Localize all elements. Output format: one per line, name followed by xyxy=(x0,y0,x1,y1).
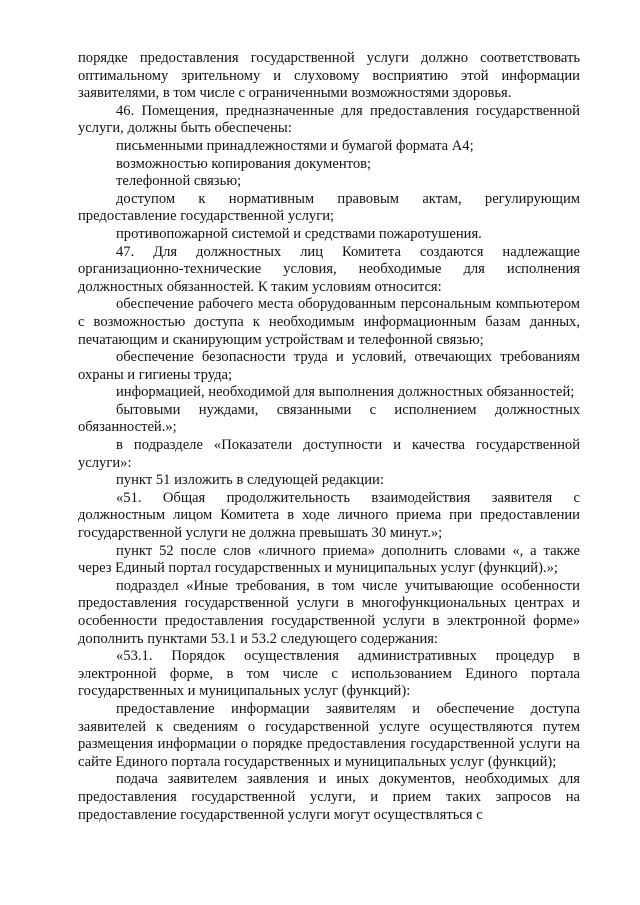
paragraph-subsection-other-requirements: подраздел «Иные требования, в том числе учитывающие особенности предоставления государственной услуги в многофункциональных центрах и особенности предоставления государственной услуги в электронной форме» дополнить пунктами 53.1 и 53.2 следующего содержания: xyxy=(78,577,580,647)
list-item-stationery: письменными принадлежностями и бумагой формата А4; xyxy=(116,137,474,154)
list-item-legal-acts: доступом к нормативным правовым актам, регулирующим предоставление государственной услуги; xyxy=(78,190,580,225)
list-item-phone: телефонной связью; xyxy=(116,173,242,190)
paragraph-continuation: порядке предоставления государственной услуги должно соответствовать оптимальному зрительному и слуховому восприятию этой информации заявителями, в том числе с ограниченными возможностями здоровья. xyxy=(78,50,580,102)
list-item-application-submission: подача заявителем заявления и иных документов, необходимых для предоставления государственной услуги, и прием таких запросов на предоставление государственной услуги могут осуществляться с xyxy=(78,771,580,823)
list-item-workplace: обеспечение рабочего места оборудованным персональным компьютером с возможностью доступа к необходимым информационным базам данных, печатающим и сканирующим устройствам и телефонной связью; xyxy=(78,296,580,348)
paragraph-item-53-1: «53.1. Порядок осуществления административных процедур в электронной форме, в том числе с использованием Единого портала государственных и муниципальных услуг (функций): xyxy=(78,648,580,700)
list-item-fire-safety: противопожарной системой и средствами пожаротушения. xyxy=(116,225,482,242)
paragraph-item-51-intro: пункт 51 изложить в следующей редакции: xyxy=(116,472,384,489)
document-page xyxy=(78,50,580,824)
paragraph-item-46: 46. Помещения, предназначенные для предоставления государственной услуги, должны быть обеспечены: xyxy=(78,102,580,137)
list-item-labor-safety: обеспечение безопасности труда и условий, отвечающих требованиям охраны и гигиены труда; xyxy=(78,349,580,383)
list-item-information: информацией, необходимой для выполнения должностных обязанностей; xyxy=(116,384,575,401)
paragraph-item-51: «51. Общая продолжительность взаимодействия заявителя с должностным лицом Комитета в ходе личного приема при предоставлении государственной услуги не должна превышать 30 минут.»; xyxy=(78,489,580,542)
list-item-household-needs: бытовыми нуждами, связанными с исполнением должностных обязанностей.»; xyxy=(78,401,580,436)
paragraph-subsection-accessibility: в подразделе «Показатели доступности и качества государственной услуги»: xyxy=(78,437,580,471)
paragraph-item-52: пункт 52 после слов «личного приема» дополнить словами «, а также через Единый портал государственных и муниципальных услуг (функций).»; xyxy=(78,542,580,577)
list-item-information-provision: предоставление информации заявителям и обеспечение доступа заявителей к сведениям о государственной услуге осуществляются путем размещения информации о порядке предоставления государственной услуги на сайте Единого портала государственных и муниципальных услуг (функций); xyxy=(78,700,580,770)
list-item-copying: возможностью копирования документов; xyxy=(116,155,372,172)
paragraph-item-47: 47. Для должностных лиц Комитета создаются надлежащие организационно-технические условия, необходимые для исполнения должностных обязанностей. К таким условиям относится: xyxy=(78,243,580,295)
